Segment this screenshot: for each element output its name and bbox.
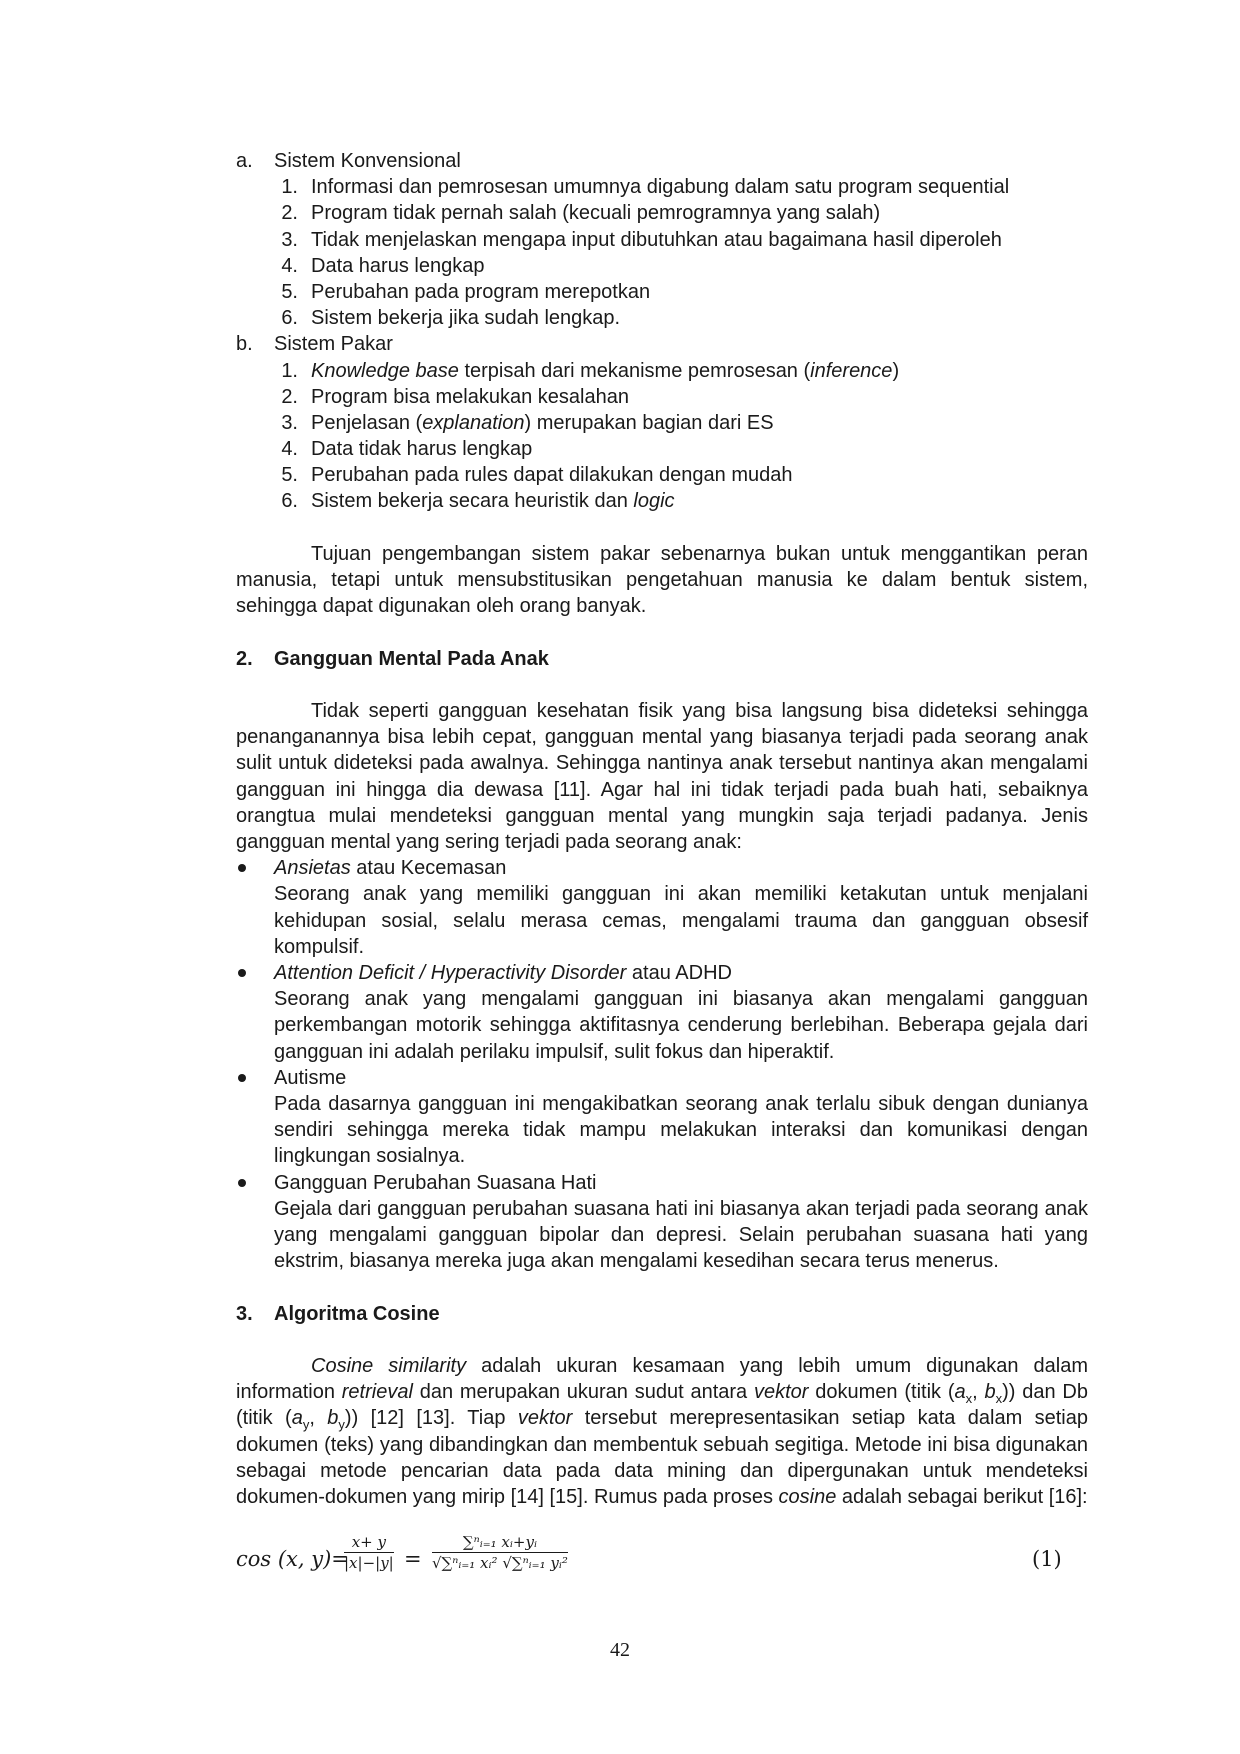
text-run: , [972, 1381, 985, 1404]
math-var: a [954, 1381, 966, 1404]
paragraph-tujuan: Tujuan pengembangan sistem pakar sebenarnya bukan untuk menggantikan peran manusia, tetapi untuk mensubstitusikan pengetahuan manusia ke dalam bentuk sistem, sehingga dapat digunakan oleh orang banyak. [236, 542, 1088, 618]
bullet-icon [238, 969, 246, 977]
list-a-heading [236, 148, 1088, 174]
list-item-number: 3. [281, 228, 298, 251]
list-item [236, 358, 1088, 384]
text-run: terpisah dari mekanisme pemrosesan ( [458, 359, 811, 382]
list-item-number: 2. [281, 202, 298, 225]
spacer [236, 619, 1088, 645]
formula-equals: = [404, 1547, 422, 1572]
list-item-text: Program bisa melakukan kesalahan [311, 385, 629, 408]
italic-term: Attention Deficit / Hyperactivity Disorder [274, 962, 627, 985]
list-item-text [311, 358, 899, 384]
text-run: atau Kecemasan [350, 857, 507, 880]
list-item-text [311, 488, 675, 514]
list-item-text: Tidak menjelaskan mengapa input dibutuhkan atau bagaimana hasil diperoleh [311, 228, 1002, 251]
list-item [236, 410, 1088, 436]
text-run: Autisme [274, 1066, 347, 1089]
section-number: 2. [236, 647, 253, 670]
italic-term: cosine [778, 1486, 837, 1509]
list-item-number: 2. [281, 385, 298, 408]
text-run: )) [12] [13]. Tiap [344, 1407, 518, 1430]
text-run: adalah sebagai berikut [16]: [836, 1486, 1088, 1509]
text-run: dan merupakan ukuran sudut antara [412, 1381, 754, 1404]
bullet-title [274, 1065, 1088, 1091]
section-title: Algoritma Cosine [274, 1302, 440, 1325]
math-var: b [327, 1407, 339, 1430]
text-run: , [309, 1407, 328, 1430]
page-number: 42 [610, 1639, 630, 1661]
math-var: b [984, 1381, 996, 1404]
italic-term: vektor [517, 1407, 573, 1430]
text-run: Gangguan Perubahan Suasana Hati [274, 1171, 597, 1194]
list-item-number: 5. [281, 464, 298, 487]
section-2-heading [236, 646, 1088, 672]
list-a-title: Sistem Konvensional [274, 150, 461, 172]
spacer [236, 515, 1088, 541]
list-item [236, 253, 1088, 279]
bullet-description: Gejala dari gangguan perubahan suasana hati ini biasanya akan terjadi pada seorang anak yang mengalami gangguan bipolar dan depresi. Selain perubahan suasana hati yang ekstrim, biasanya mereka juga akan mengalami kesedihan secara terus menerus. [274, 1197, 1088, 1273]
bullet-icon [238, 864, 246, 872]
list-item [236, 174, 1088, 200]
formula-lhs: cos (x, y)= [236, 1547, 349, 1572]
list-item-number: 1. [281, 359, 298, 382]
list-item [236, 384, 1088, 410]
bullet-item [236, 855, 1088, 960]
math-sub: y [338, 1417, 345, 1433]
text-run: adalah ukuran kesamaan yang lebih umum digunakan dalam information [236, 1355, 1088, 1404]
italic-term: vektor [753, 1381, 809, 1404]
list-item [236, 305, 1088, 331]
list-item-text: Perubahan pada rules dapat dilakukan dengan mudah [311, 464, 793, 487]
list-a-label: a. [236, 150, 253, 172]
list-item-number: 4. [281, 438, 298, 461]
list-item [236, 227, 1088, 253]
list-b-heading [236, 331, 1088, 357]
text-run: ) merupakan bagian dari ES [524, 411, 774, 434]
list-item-text: Data harus lengkap [311, 254, 485, 277]
list-b-label: b. [236, 333, 253, 356]
bullet-item [236, 1170, 1088, 1275]
italic-term: retrieval [341, 1381, 413, 1404]
list-item-text: Sistem bekerja jika sudah lengkap. [311, 307, 621, 330]
list-item-text: Program tidak pernah salah (kecuali pemrogramnya yang salah) [311, 202, 881, 225]
list-item-number: 1. [281, 176, 298, 199]
fraction-denominator: |x|−|y| [344, 1554, 394, 1573]
list-item-number: 6. [281, 490, 298, 513]
italic-term: Ansietas [274, 857, 351, 880]
list-item-text: Informasi dan pemrosesan umumnya digabung dalam satu program sequential [311, 176, 1010, 199]
document-page [236, 148, 1088, 1594]
math-sub: y [302, 1417, 310, 1433]
list-item-number: 5. [281, 280, 298, 303]
spacer [236, 672, 1088, 698]
list-item [236, 462, 1088, 488]
section-number: 3. [236, 1302, 253, 1325]
text-run: dokumen (titik ( [808, 1381, 955, 1404]
bullet-title [274, 1170, 1088, 1196]
list-item-number: 3. [281, 411, 298, 434]
paragraph-section-2: Tidak seperti gangguan kesehatan fisik yang bisa langsung bisa dideteksi sehingga penanganannya bisa lebih cepat, gangguan mental yang biasanya terjadi pada seorang anak sulit untuk dideteksi pada awalnya. Sehingga nantinya anak tersebut nantinya akan mengalami gangguan ini hingga dia dewasa [11]. Agar hal ini tidak terjadi pada buah hati, sebaiknya orangtua mulai mendeteksi gangguan mental yang mungkin saja terjadi padanya. Jenis gangguan mental yang sering terjadi pada seorang anak: [236, 699, 1088, 853]
formula-fraction-1 [344, 1532, 394, 1573]
bullet-icon [238, 1074, 246, 1082]
bullet-title [274, 855, 1088, 881]
bullet-description: Pada dasarnya gangguan ini mengakibatkan seorang anak terlalu sibuk dengan dunianya sendiri sehingga mereka tidak mampu melakukan interaksi dan komunikasi dengan lingkungan sosialnya. [274, 1093, 1088, 1168]
text-run: ) [892, 359, 900, 382]
list-item-text: Perubahan pada program merepotkan [311, 280, 651, 303]
text-run: )) dan Db (titik ( [236, 1381, 1088, 1430]
bullet-item [236, 960, 1088, 1065]
italic-term: Knowledge base [311, 359, 459, 382]
list-item-number: 4. [281, 254, 298, 277]
italic-term: Cosine similarity [311, 1355, 467, 1378]
text-run: atau ADHD [626, 962, 732, 985]
bullet-title [274, 960, 1088, 986]
math-sub: x [965, 1391, 973, 1407]
fraction-numerator: x+ y [351, 1533, 386, 1552]
list-item [236, 279, 1088, 305]
spacer [236, 1327, 1088, 1353]
list-item-number: 6. [281, 307, 298, 330]
formula-number: (1) [1032, 1547, 1062, 1572]
bullet-description: Seorang anak yang mengalami gangguan ini biasanya akan mengalami gangguan perkembangan motorik sehingga aktifitasnya cenderung berlebihan. Beberapa gejala dari gangguan ini adalah perilaku impulsif, sulit fokus dan hiperaktif. [274, 988, 1088, 1063]
paragraph-section-3 [236, 1353, 1088, 1510]
list-item-text [311, 410, 774, 436]
fraction-numerator: ∑ⁿᵢ₌₁ xᵢ+yᵢ [462, 1533, 537, 1552]
fraction-denominator: √∑ⁿᵢ₌₁ xᵢ² √∑ⁿᵢ₌₁ yᵢ² [432, 1554, 568, 1573]
section-title: Gangguan Mental Pada Anak [274, 647, 549, 670]
math-var: a [291, 1407, 303, 1430]
bullet-item [236, 1065, 1088, 1170]
list-item-text: Data tidak harus lengkap [311, 438, 533, 461]
text-run: tersebut merepresentasikan setiap kata dalam setiap dokumen (teks) yang dibandingkan dan membentuk sebuah segitiga. Metode ini bisa digunakan sebagai metode pencarian data pada data mining dan dipergunakan untuk mendeteksi dokumen-dokumen yang mirip [14] [15]. Rumus pada proses [236, 1407, 1088, 1509]
section-3-heading [236, 1301, 1088, 1327]
list-item [236, 200, 1088, 226]
text-run: Sistem bekerja secara heuristik dan [311, 490, 634, 513]
math-sub: x [995, 1391, 1003, 1407]
cosine-formula [236, 1524, 1088, 1594]
list-b-title: Sistem Pakar [274, 333, 393, 356]
spacer [236, 1510, 1088, 1524]
bullet-icon [238, 1179, 246, 1187]
list-item [236, 436, 1088, 462]
italic-term: logic [633, 490, 675, 513]
italic-term: inference [810, 359, 893, 382]
spacer [236, 1274, 1088, 1300]
italic-term: explanation [422, 411, 525, 434]
formula-fraction-2 [432, 1532, 568, 1573]
bullet-description: Seorang anak yang memiliki gangguan ini akan memiliki ketakutan untuk menjalani kehidupan sosial, selalu merasa cemas, mengalami trauma dan gangguan obsesif kompulsif. [274, 883, 1088, 958]
list-item [236, 488, 1088, 514]
text-run: Penjelasan ( [311, 411, 423, 434]
